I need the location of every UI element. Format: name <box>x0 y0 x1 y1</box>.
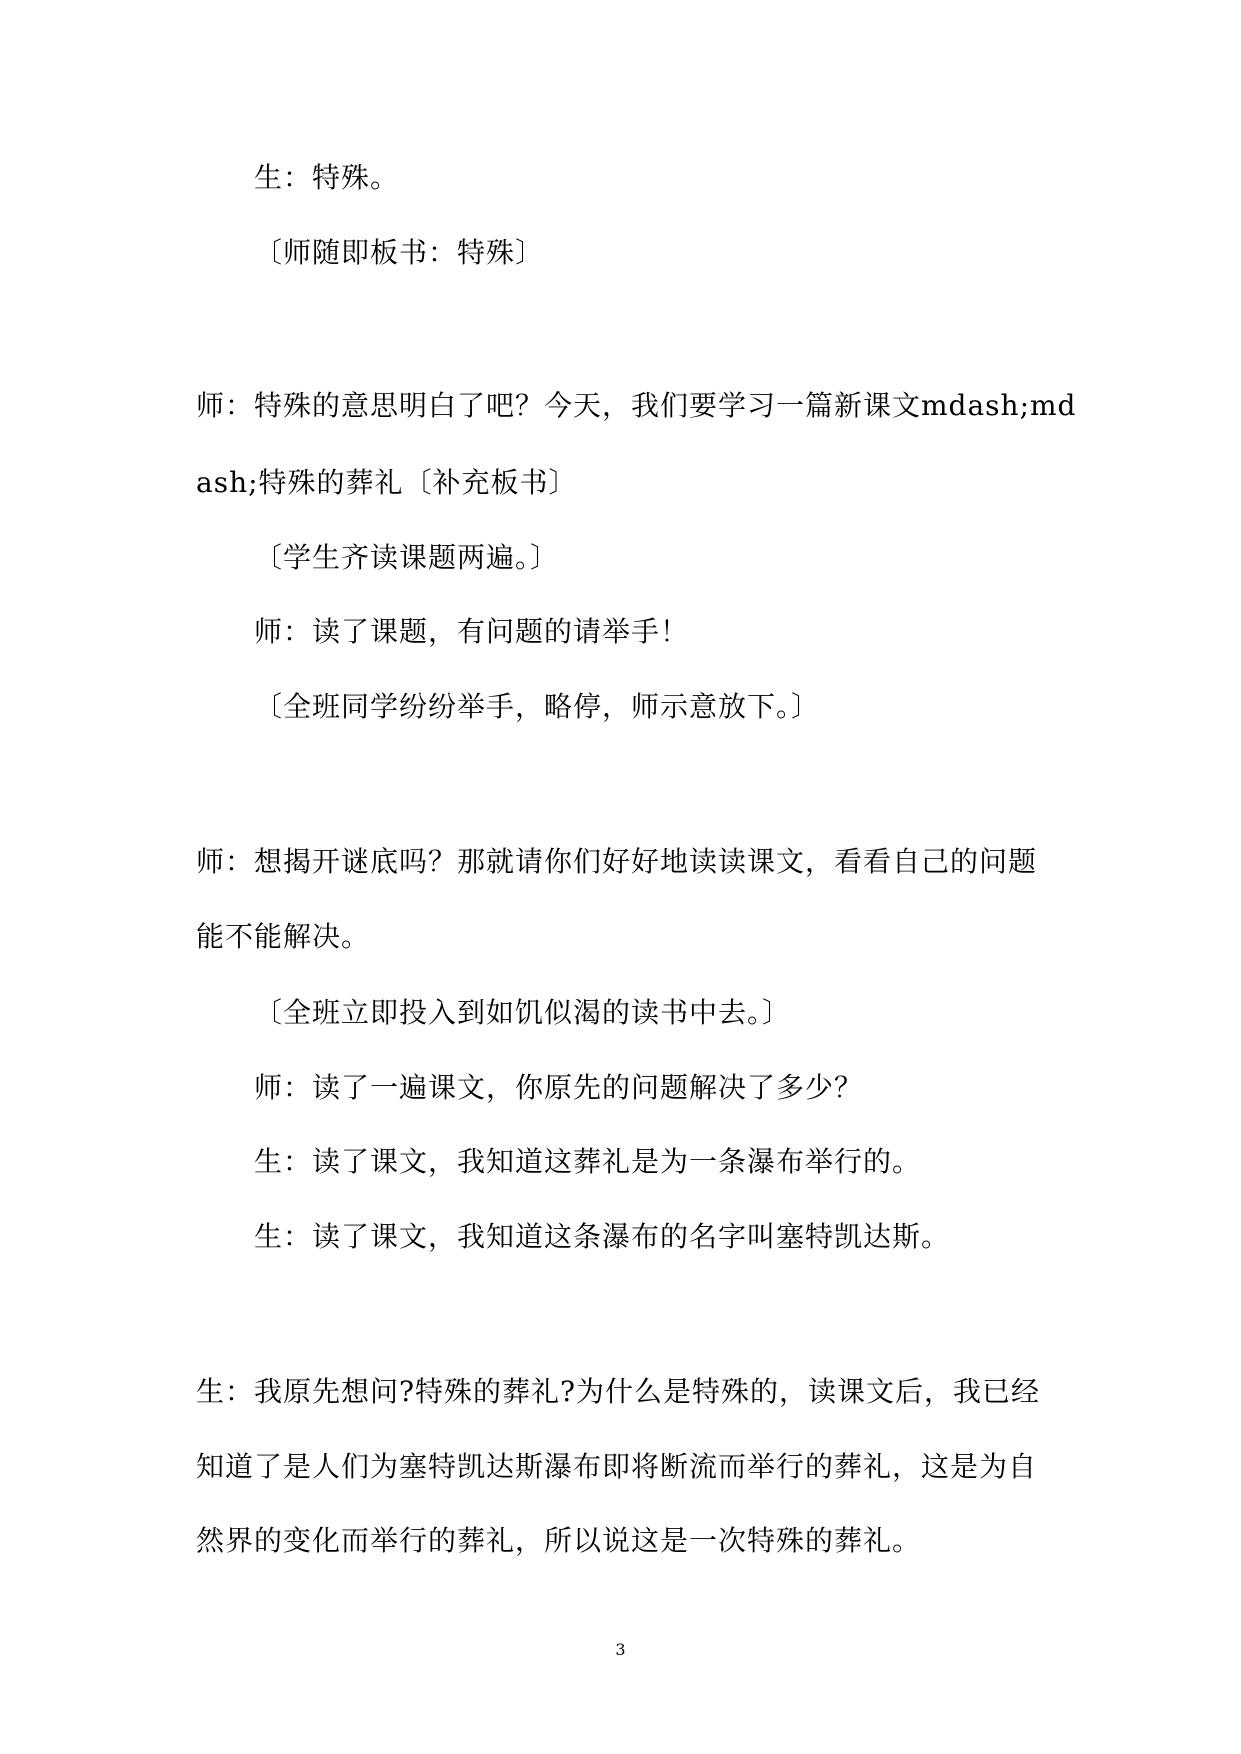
paragraph-line-12: 生：读了课文，我知道这葬礼是为一条瀑布举行的。 <box>254 1145 922 1178</box>
paragraph-line-15: 知道了是人们为塞特凯达斯瀑布即将断流而举行的葬礼，这是为自 <box>196 1450 1038 1483</box>
paragraph-line-5: 〔学生齐读课题两遍。〕 <box>254 541 560 574</box>
paragraph-line-2: 〔师随即板书：特殊〕 <box>254 236 545 269</box>
paragraph-line-11: 师：读了一遍课文，你原先的问题解决了多少？ <box>254 1071 864 1104</box>
paragraph-line-6: 师：读了课题，有问题的请举手！ <box>254 615 690 648</box>
paragraph-line-1: 生：特殊。 <box>254 161 400 194</box>
paragraph-line-9: 能不能解决。 <box>196 920 371 953</box>
paragraph-line-16: 然界的变化而举行的葬礼，所以说这是一次特殊的葬礼。 <box>196 1524 922 1557</box>
page-number: 3 <box>615 1640 626 1659</box>
paragraph-line-10: 〔全班立即投入到如饥似渴的读书中去。〕 <box>254 996 792 1029</box>
paragraph-line-4: ash;特殊的葬礼〔补充板书〕 <box>196 466 578 499</box>
paragraph-line-7: 〔全班同学纷纷举手，略停，师示意放下。〕 <box>254 690 821 723</box>
paragraph-line-13: 生：读了课文，我知道这条瀑布的名字叫塞特凯达斯。 <box>254 1220 951 1253</box>
paragraph-line-3: 师：特殊的意思明白了吧？今天，我们要学习一篇新课文mdash;md <box>196 389 1077 422</box>
paragraph-line-14: 生：我原先想问?特殊的葬礼?为什么是特殊的，读课文后，我已经 <box>196 1375 1041 1408</box>
paragraph-line-8: 师：想揭开谜底吗？那就请你们好好地读读课文，看看自己的问题 <box>196 845 1038 878</box>
